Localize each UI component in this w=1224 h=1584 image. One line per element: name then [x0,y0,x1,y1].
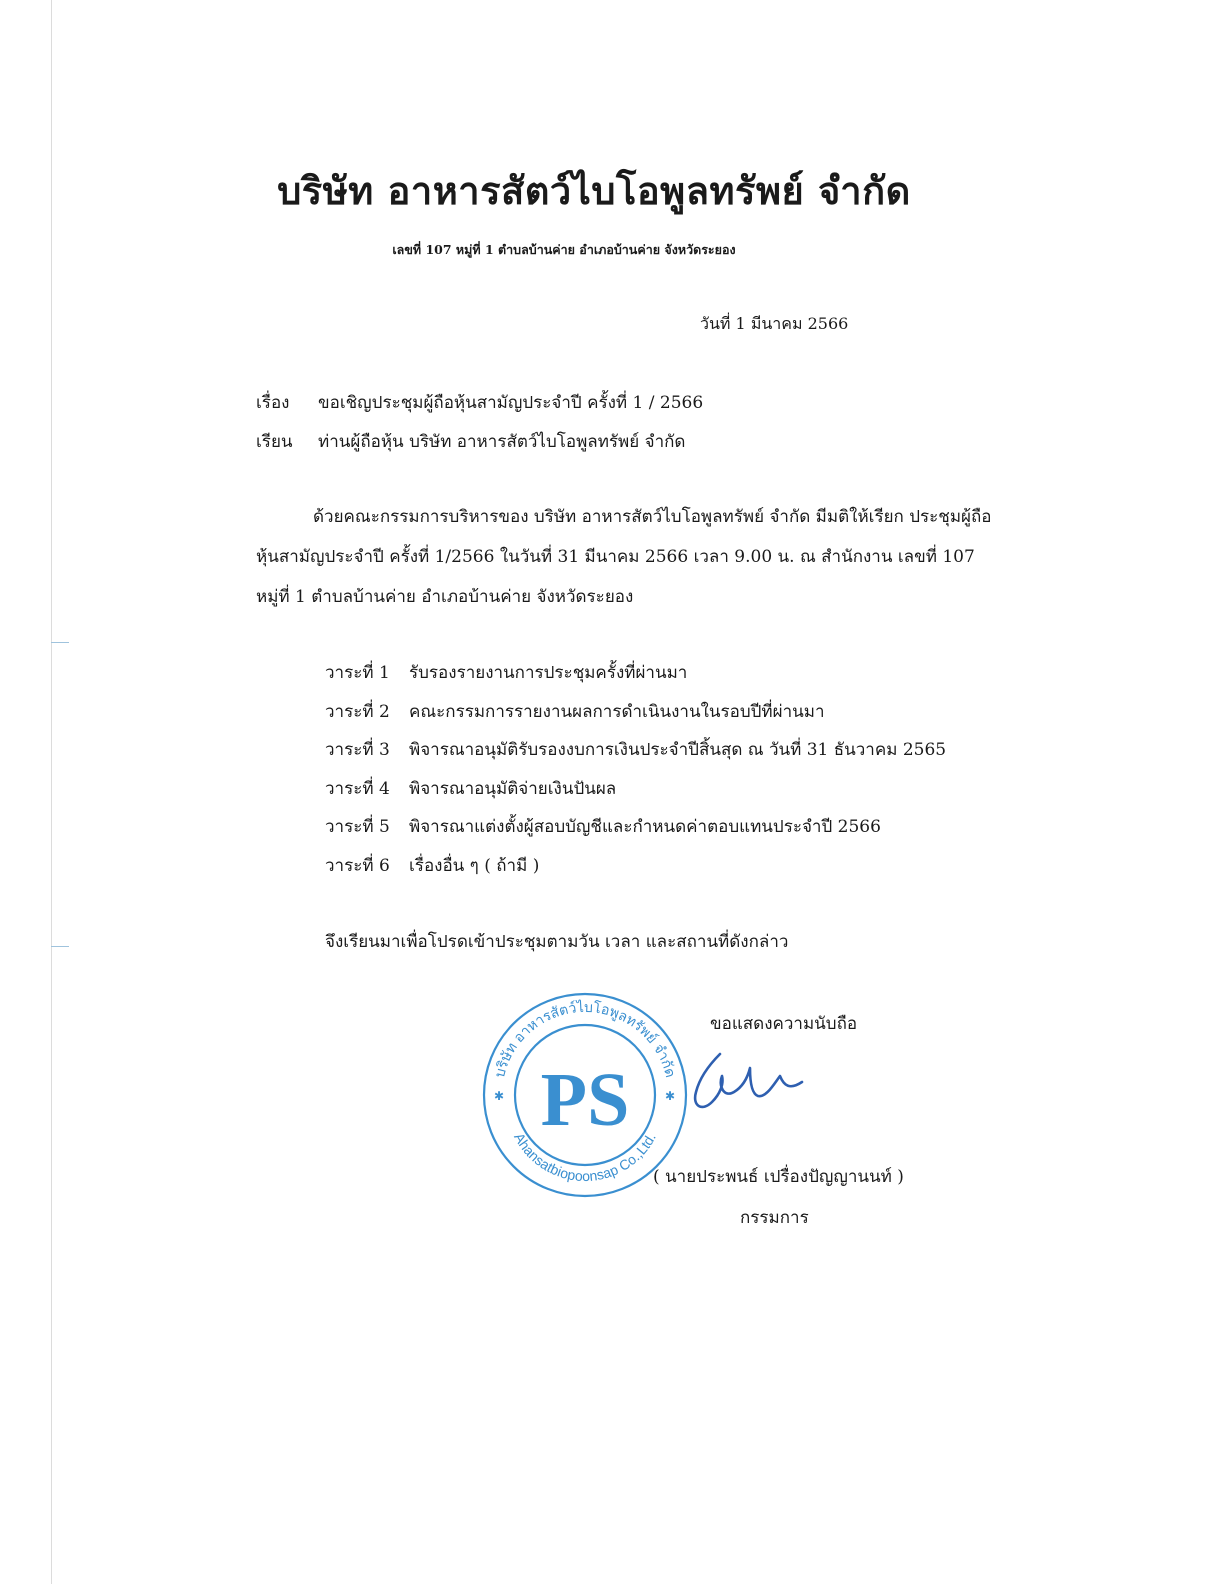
subject-text: ขอเชิญประชุมผู้ถือหุ้นสามัญประจำปี ครั้งที่ 1 / 2566 [318,393,704,413]
agenda-number: วาระที่ 5 [325,817,390,837]
agenda-item [325,693,946,732]
agenda-item [325,808,946,847]
stamp-star: ✱ [665,1089,676,1103]
recipient-text: ท่านผู้ถือหุ้น บริษัท อาหารสัตว์ไบโอพูลทรัพย์ จำกัด [318,432,686,452]
stamp-english-ring-text: Ahansatbiopoonsap Co.,Ltd. [511,1130,659,1185]
company-name: บริษัท อาหารสัตว์ไบโอพูลทรัพย์ จำกัด [277,168,911,213]
stamp-monogram: PS [540,1058,630,1142]
agenda-text: เรื่องอื่น ๆ ( ถ้ามี ) [409,855,540,876]
handwritten-signature [690,1046,810,1122]
agenda-item [325,731,946,770]
company-address: เลขที่ 107 หมู่ที่ 1 ตำบลบ้านค่าย อำเภอบ้านค่าย จังหวัดระยอง [392,242,736,257]
recipient-label: เรียน [256,432,293,452]
agenda-item [325,770,946,809]
agenda-number: วาระที่ 1 [325,663,390,683]
closing-sentence: จึงเรียนมาเพื่อโปรดเข้าประชุมตามวัน เวลา และสถานที่ดังกล่าว [325,932,789,952]
agenda-number: วาระที่ 4 [325,778,390,799]
agenda-text: คณะกรรมการรายงานผลการดำเนินงานในรอบปีที่ผ่านมา [409,701,825,722]
signer-name: ( นายประพนธ์ เปรื่องปัญญานนท์ ) [653,1167,904,1187]
agenda-item [325,654,946,693]
signer-position: กรรมการ [740,1208,809,1228]
subject-label: เรื่อง [256,393,290,413]
agenda-item [325,847,946,886]
stamp-thai-ring-text: บริษัท อาหารสัตว์ไบโอพูลทรัพย์ จำกัด [490,998,680,1080]
agenda-number: วาระที่ 2 [325,701,390,722]
agenda-number: วาระที่ 6 [325,855,390,876]
punch-mark [51,642,69,643]
body-paragraph: ด้วยคณะกรรมการบริหารของ บริษัท อาหารสัตว์ไบโอพูลทรัพย์ จำกัด มีมติให้เรียก ประชุมผู้ถือหุ้นสามัญประจำปี ครั้งที่ 1/2566 ในวันที่ 31 มีนาคม 2566 เวลา 9.00 น. ณ สำนักงาน เลขที่ 107 หมู่ที่ 1 ตำบลบ้านค่าย อำเภอบ้านค่าย จังหวัดระยอง [256,507,992,607]
regards-text: ขอแสดงความนับถือ [710,1014,858,1034]
agenda-text: รับรองรายงานการประชุมครั้งที่ผ่านมา [409,663,688,683]
stamp-star: ✱ [494,1089,505,1103]
agenda-number: วาระที่ 3 [325,740,390,760]
letter-date: วันที่ 1 มีนาคม 2566 [700,314,849,333]
punch-mark [51,946,69,947]
page-edge-line [51,0,52,1584]
agenda-text: พิจารณาอนุมัติจ่ายเงินปันผล [409,778,617,799]
agenda-text: พิจารณาอนุมัติรับรองงบการเงินประจำปีสิ้นสุด ณ วันที่ 31 ธันวาคม 2565 [409,740,947,760]
agenda-list [325,654,946,885]
agenda-text: พิจารณาแต่งตั้งผู้สอบบัญชีและกำหนดค่าตอบแทนประจำปี 2566 [409,817,881,837]
